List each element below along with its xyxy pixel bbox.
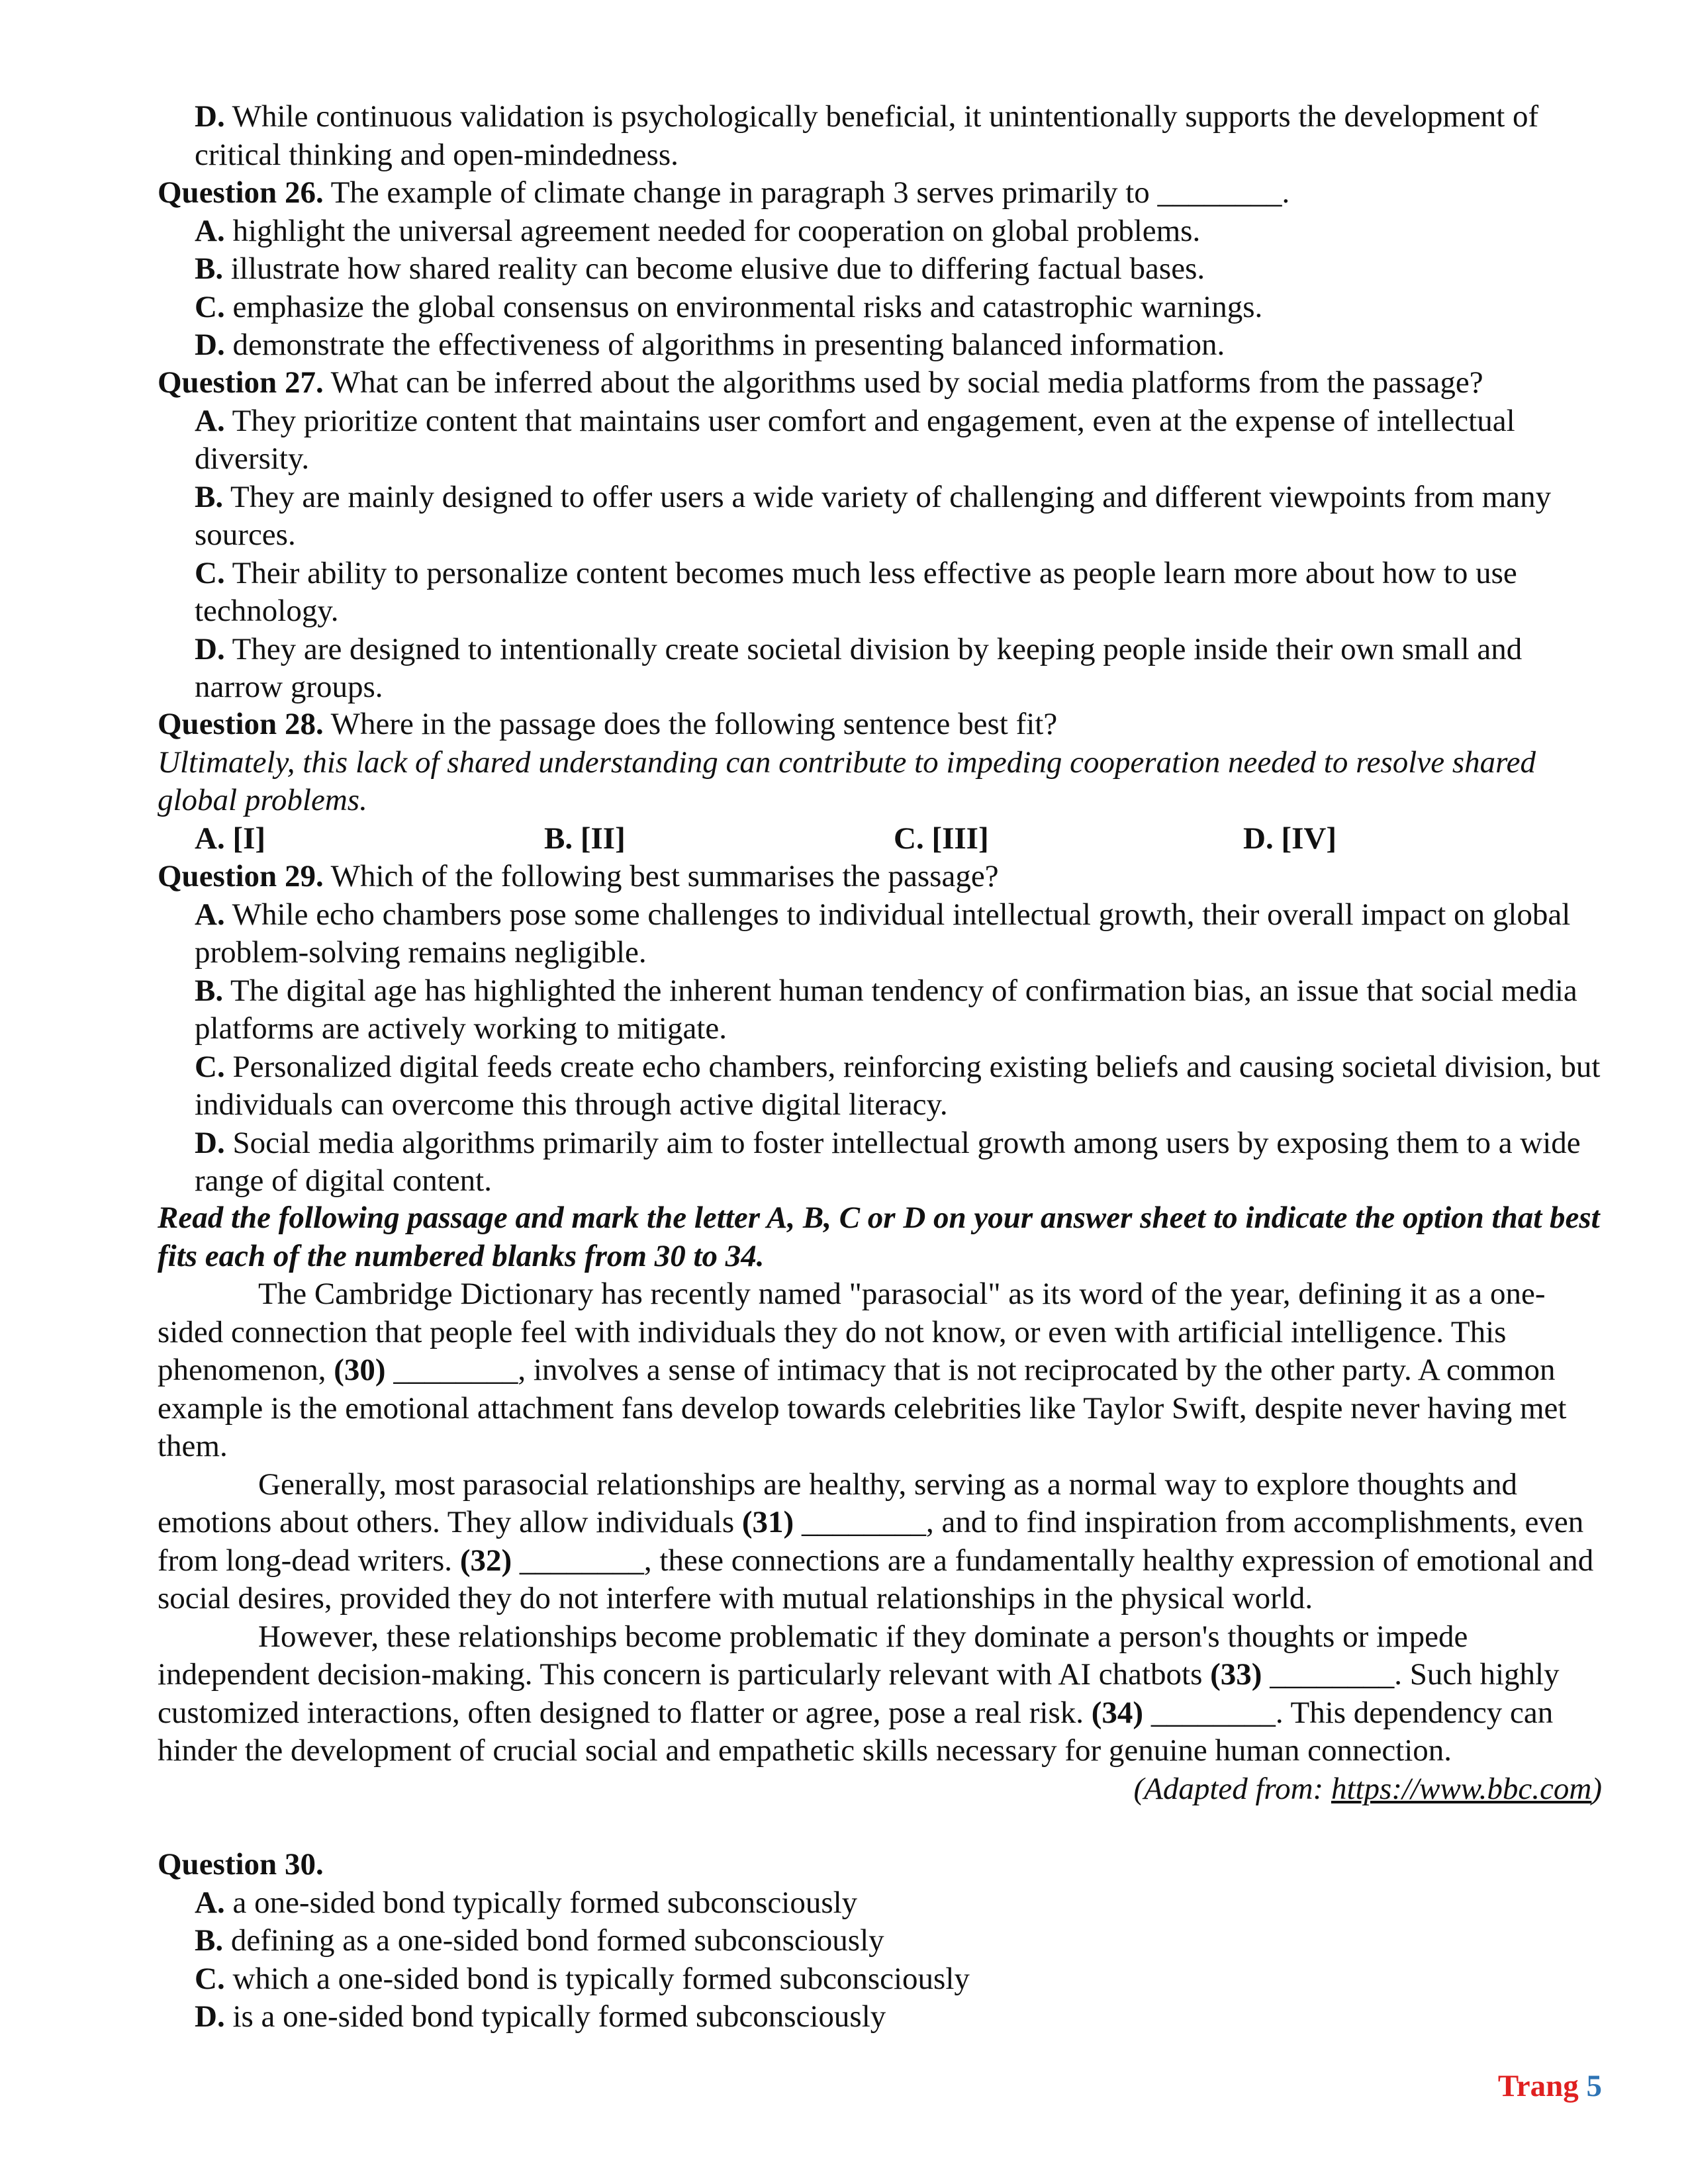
q27-option-a bbox=[158, 402, 1602, 478]
q29-option-a bbox=[158, 896, 1602, 972]
q29-option-c bbox=[158, 1048, 1602, 1124]
q26-option-b bbox=[158, 250, 1602, 289]
question-text: The example of climate change in paragraph 3 serves primarily to ________. bbox=[330, 175, 1290, 210]
option-letter: C. bbox=[195, 1049, 225, 1084]
q25-option-d bbox=[158, 98, 1602, 174]
option-text: The digital age has highlighted the inherent human tendency of confirmation bias, an issue that social media platforms are actively working to mitigate. bbox=[195, 973, 1577, 1046]
option-letter: A. bbox=[195, 213, 225, 248]
question-label: Question 28. bbox=[158, 707, 324, 741]
question-label: Question 27. bbox=[158, 365, 324, 400]
option-letter: C. bbox=[195, 1961, 225, 1996]
option-letter: D. bbox=[195, 1125, 225, 1160]
option-text: emphasize the global consensus on environmental risks and catastrophic warnings. bbox=[232, 289, 1263, 324]
q30-option-d bbox=[158, 1998, 1602, 2036]
passage-text: ________. Such highly customized interactions, often designed to flatter or agree, pose a real risk. bbox=[158, 1657, 1560, 1730]
option-text: They prioritize content that maintains user comfort and engagement, even at the expense of intellectual diversity. bbox=[195, 403, 1515, 476]
question-text: What can be inferred about the algorithms used by social media platforms from the passage? bbox=[330, 365, 1483, 400]
q26-option-a bbox=[158, 212, 1602, 251]
q27-option-c bbox=[158, 555, 1602, 631]
option-text: Social media algorithms primarily aim to foster intellectual growth among users by exposing them to a wide range of digital content. bbox=[195, 1125, 1581, 1198]
page-number bbox=[1498, 2068, 1602, 2106]
passage-source bbox=[158, 1770, 1602, 1809]
question-text: Where in the passage does the following sentence best fit? bbox=[330, 707, 1058, 741]
q29-option-b bbox=[158, 972, 1602, 1048]
option-letter: B. bbox=[195, 1923, 224, 1958]
q28-option-b: B. [II] bbox=[544, 821, 626, 856]
q30-option-c bbox=[158, 1960, 1602, 1999]
blank-marker-34: (34) bbox=[1091, 1695, 1144, 1730]
option-text: While continuous validation is psychologically beneficial, it unintentionally supports the development of critical thinking and open-mindedness. bbox=[195, 99, 1539, 172]
option-letter: D. bbox=[195, 1999, 225, 2034]
question-label: Question 30. bbox=[158, 1847, 324, 1882]
option-text: defining as a one-sided bond formed subconsciously bbox=[230, 1923, 884, 1958]
q28-option-a: A. [I] bbox=[195, 821, 266, 856]
q29-option-d bbox=[158, 1124, 1602, 1201]
q30-option-a bbox=[158, 1884, 1602, 1923]
q27-option-d bbox=[158, 631, 1602, 707]
option-text: demonstrate the effectiveness of algorithms in presenting balanced information. bbox=[232, 328, 1225, 362]
q26-option-c bbox=[158, 289, 1602, 327]
option-text: a one-sided bond typically formed subconsciously bbox=[232, 1885, 858, 1920]
passage-text: Generally, most parasocial relationships are healthy, serving as a normal way to explore thoughts and emotions about others. They allow individuals bbox=[158, 1467, 1518, 1539]
option-letter: C. bbox=[195, 555, 225, 590]
question-stem bbox=[158, 705, 1602, 744]
option-text: They are designed to intentionally create societal division by keeping people inside their own small and narrow groups. bbox=[195, 631, 1523, 704]
passage bbox=[158, 1275, 1602, 1808]
option-letter: B. bbox=[195, 479, 224, 514]
inserted-sentence: Ultimately, this lack of shared understanding can contribute to impeding cooperation needed to resolve shared global problems. bbox=[158, 745, 1536, 817]
option-letter: C. bbox=[195, 289, 225, 324]
passage-text: However, these relationships become problematic if they dominate a person's thoughts or impede independent decision-making. This concern is particularly relevant with AI chatbots bbox=[158, 1619, 1468, 1692]
passage-text: ________, and to find inspiration from accomplishments, even from long-dead writers. bbox=[158, 1505, 1584, 1578]
option-letter: D. bbox=[195, 631, 225, 666]
option-letter: B. bbox=[195, 973, 224, 1008]
source-link[interactable]: https://www.bbc.com bbox=[1331, 1771, 1592, 1806]
q28-option-d: D. [IV] bbox=[1243, 821, 1336, 856]
passage-text: ________. This dependency can hinder the development of crucial social and empathetic skills necessary for genuine human connection. bbox=[158, 1695, 1554, 1768]
question-28 bbox=[158, 705, 1602, 858]
passage-paragraph-2 bbox=[158, 1466, 1602, 1618]
question-26 bbox=[158, 174, 1602, 365]
option-letter: D. bbox=[195, 328, 225, 362]
option-letter: A. bbox=[195, 897, 225, 932]
blank-marker-31: (31) bbox=[741, 1505, 794, 1539]
q28-options-row bbox=[158, 820, 1602, 858]
source-suffix: ) bbox=[1591, 1771, 1602, 1806]
option-text: illustrate how shared reality can become elusive due to differing factual bases. bbox=[230, 251, 1205, 286]
source-prefix: (Adapted from: bbox=[1133, 1771, 1331, 1806]
option-letter: B. bbox=[195, 251, 224, 286]
passage-text: ________, these connections are a fundamentally healthy expression of emotional and social desires, provided they do not interfere with mutual relationships in the physical world. bbox=[158, 1543, 1594, 1615]
passage-paragraph-3 bbox=[158, 1618, 1602, 1770]
q26-option-d bbox=[158, 326, 1602, 365]
reading-instruction: Read the following passage and mark the letter A, B, C or D on your answer sheet to indicate the option that best fits each of the numbered blanks from 30 to 34. bbox=[158, 1201, 1600, 1273]
option-text: Their ability to personalize content becomes much less effective as people learn more about how to use technology. bbox=[195, 555, 1517, 628]
page-word: Trang bbox=[1497, 2069, 1579, 2103]
question-label: Question 26. bbox=[158, 175, 324, 210]
question-27 bbox=[158, 364, 1602, 707]
option-letter: A. bbox=[195, 1885, 225, 1920]
page-number-value: 5 bbox=[1586, 2069, 1602, 2103]
option-text: highlight the universal agreement needed for cooperation on global problems. bbox=[232, 213, 1201, 248]
blank-marker-30: (30) bbox=[334, 1353, 386, 1387]
q27-option-b bbox=[158, 478, 1602, 555]
blank-marker-33: (33) bbox=[1210, 1657, 1262, 1692]
option-text: They are mainly designed to offer users a wide variety of challenging and different viewpoints from many sources. bbox=[195, 479, 1552, 552]
question-stem bbox=[158, 364, 1602, 402]
option-text: Personalized digital feeds create echo chambers, reinforcing existing beliefs and causing societal division, but individuals can overcome this through active digital literacy. bbox=[195, 1049, 1601, 1122]
question-30 bbox=[158, 1846, 1602, 2036]
question-29 bbox=[158, 858, 1602, 1201]
q28-option-c: C. [III] bbox=[894, 821, 989, 856]
option-text: is a one-sided bond typically formed subconsciously bbox=[232, 1999, 886, 2034]
question-stem bbox=[158, 858, 1602, 896]
passage-text: ________, involves a sense of intimacy that is not reciprocated by the other party. A common example is the emotional attachment fans develop towards celebrities like Taylor Swift, despite never having met them. bbox=[158, 1353, 1567, 1463]
option-text: While echo chambers pose some challenges to individual intellectual growth, their overall impact on global problem-solving remains negligible. bbox=[195, 897, 1571, 970]
option-letter: A. bbox=[195, 403, 225, 438]
question-label: Question 29. bbox=[158, 859, 324, 893]
passage-paragraph-1 bbox=[158, 1275, 1602, 1466]
question-stem bbox=[158, 174, 1602, 212]
option-letter: D. bbox=[195, 99, 225, 134]
blank-marker-32: (32) bbox=[459, 1543, 512, 1578]
option-text: which a one-sided bond is typically formed subconsciously bbox=[232, 1961, 970, 1996]
question-text: Which of the following best summarises the passage? bbox=[330, 859, 999, 893]
passage-text: The Cambridge Dictionary has recently named "parasocial" as its word of the year, defining it as a one-sided connection that people feel with individuals they do not know, or even with artificial intelligence. This phenomenon, bbox=[158, 1277, 1546, 1387]
q30-option-b bbox=[158, 1922, 1602, 1960]
